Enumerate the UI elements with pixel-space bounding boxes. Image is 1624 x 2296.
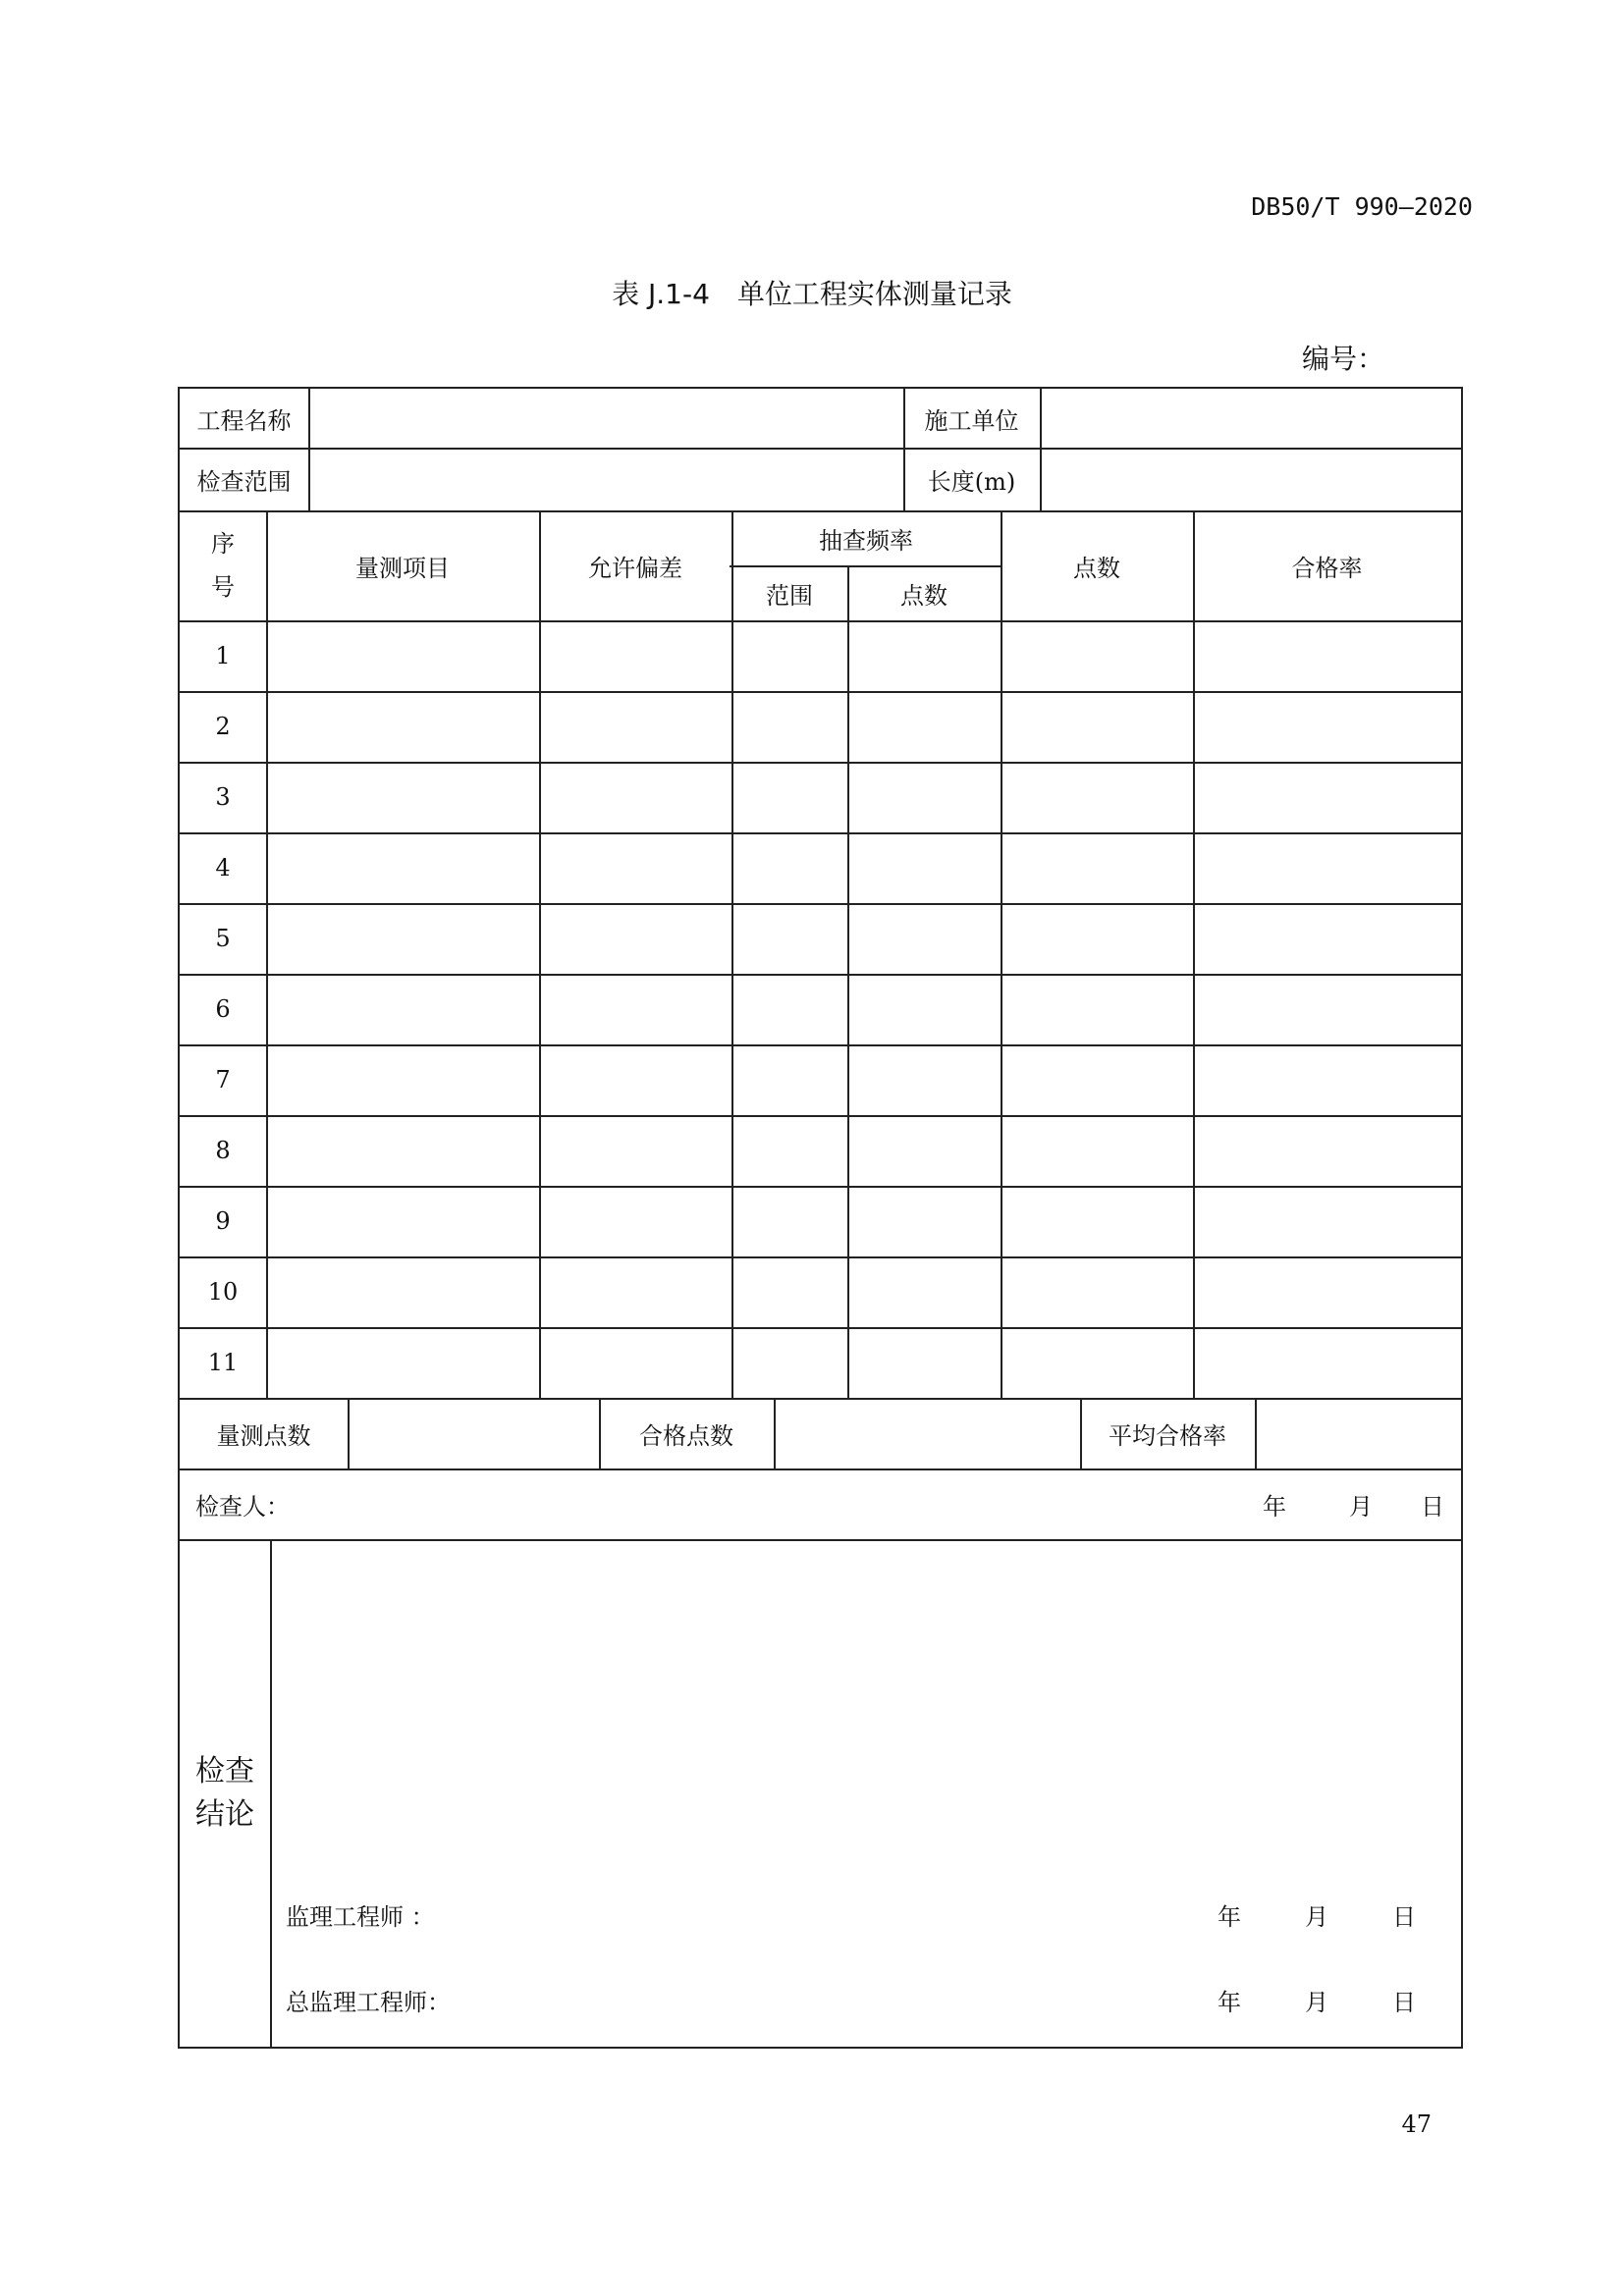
row-number: 1 [215,642,231,669]
record-table [178,387,1463,2049]
measured-points-label: 量测点数 [216,1421,311,1450]
length-label: 长度(m) [927,467,1016,496]
chief-supervisor-label: 总监理工程师： [286,1988,451,2016]
grid-line [847,565,849,1398]
conclusion-label [180,1539,270,2047]
inspector-date-day: 日 [1421,1492,1444,1521]
supervisor-label: 监理工程师 ： [286,1902,435,1931]
grid-line [180,620,1461,622]
conclusion-label-line-2: 结论 [195,1796,254,1832]
grid-line [180,1186,1461,1188]
seq-column-header [180,510,266,620]
chief-supervisor-date-year: 年 [1218,1988,1241,2016]
grid-line [539,510,541,1398]
grid-line [180,974,1461,976]
grid-line [180,1539,1461,1541]
grid-line [731,510,733,1398]
grid-line [1255,1398,1257,1468]
row-number: 9 [215,1207,231,1235]
page-number: 47 [1401,2110,1432,2138]
grid-line [180,1115,1461,1117]
average-pass-rate-label: 平均合格率 [1109,1421,1226,1450]
serial-number-label: 编号： [1301,343,1384,375]
grid-line [266,510,268,1398]
inspection-scope-label: 检查范围 [196,467,292,496]
seq-header-char-1: 序 [211,530,235,558]
grid-line [180,691,1461,693]
supervisor-date-year: 年 [1218,1902,1241,1931]
grid-line [180,448,1461,450]
tolerance-column-header: 允许偏差 [588,554,682,582]
row-number: 10 [207,1278,239,1306]
sampling-range-header: 范围 [766,581,813,610]
standard-code: DB50/T 990—2020 [1251,192,1473,221]
supervisor-date-day: 日 [1392,1902,1416,1931]
sampling-points-header: 点数 [900,581,947,610]
page-title: 表 J.1-4 单位工程实体测量记录 [612,278,1012,310]
row-number: 6 [215,995,231,1023]
chief-supervisor-date-month: 月 [1305,1988,1328,2016]
row-number: 2 [215,713,231,740]
grid-line [180,1044,1461,1046]
grid-line [180,832,1461,834]
row-number: 5 [215,925,231,952]
grid-line [1193,510,1195,1398]
grid-line [1040,389,1042,510]
grid-line [348,1398,350,1468]
grid-line [1001,510,1002,1398]
row-number: 3 [215,783,231,811]
supervisor-date-month: 月 [1305,1902,1328,1931]
sampling-column-header: 抽查频率 [819,526,913,555]
grid-line [180,762,1461,764]
seq-header-char-2: 号 [211,573,235,601]
row-number: 11 [207,1349,239,1376]
pass-rate-column-header: 合格率 [1291,554,1363,582]
project-name-label: 工程名称 [196,406,292,435]
conclusion-label-line-1: 检查 [195,1753,254,1789]
grid-line [180,903,1461,905]
item-column-header: 量测项目 [355,554,450,582]
contractor-label: 施工单位 [924,406,1019,435]
row-number: 7 [215,1066,231,1094]
row-number: 4 [215,854,231,881]
grid-line [270,1539,272,2047]
points-column-header: 点数 [1073,554,1120,582]
row-number: 8 [215,1137,231,1164]
inspector-label: 检查人： [195,1492,290,1521]
grid-line [774,1398,776,1468]
inspector-date-month: 月 [1349,1492,1373,1521]
grid-line [180,1327,1461,1329]
grid-line [308,389,310,510]
grid-line [180,1256,1461,1258]
grid-line [180,1398,1461,1400]
inspector-date-year: 年 [1263,1492,1286,1521]
qualified-points-label: 合格点数 [639,1421,733,1450]
chief-supervisor-date-day: 日 [1392,1988,1416,2016]
